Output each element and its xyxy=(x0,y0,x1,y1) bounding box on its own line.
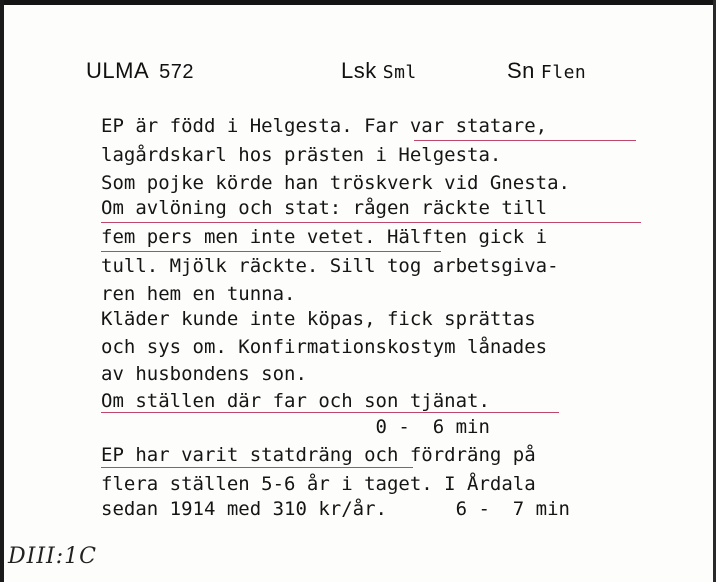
socken-field xyxy=(507,58,586,84)
red-underline xyxy=(414,140,636,141)
text-line: Om ställen där far och son tjänat. xyxy=(101,390,490,412)
landskap-value: Sml xyxy=(382,62,417,83)
archive-name: ULMA xyxy=(86,58,150,83)
text-line: tull. Mjölk räckte. Sill tog arbetsgiva- xyxy=(101,255,559,277)
text-line: EP är född i Helgesta. Far var statare, xyxy=(101,115,548,137)
text-line: ren hem en tunna. xyxy=(101,283,296,305)
landskap-field xyxy=(341,58,417,84)
text-line: av husbondens son. xyxy=(101,363,307,385)
red-underline xyxy=(101,251,441,252)
text-line: lagårdskarl hos prästen i Helgesta. xyxy=(101,144,502,166)
red-underline xyxy=(101,467,413,468)
timestamp-line: 0 - 6 min xyxy=(101,416,490,438)
archive-number: 572 xyxy=(159,61,194,83)
socken-value: Flen xyxy=(540,62,587,83)
text-line: EP har varit statdräng och fördräng på xyxy=(101,444,536,466)
red-underline xyxy=(101,222,641,223)
text-line: Som pojke körde han tröskverk vid Gnesta. xyxy=(101,172,570,194)
text-line: flera ställen 5-6 år i taget. I Årdala xyxy=(101,473,536,495)
socken-label: Sn xyxy=(507,58,535,83)
text-line: Kläder kunde inte köpas, fick sprättas xyxy=(101,308,536,330)
archive-id xyxy=(86,58,194,84)
landskap-label: Lsk xyxy=(341,58,377,83)
handwritten-reference: DIII:1C xyxy=(8,544,97,569)
red-underline xyxy=(101,412,559,413)
text-line: Om avlöning och stat: rågen räckte till xyxy=(101,197,548,219)
text-line: och sys om. Konfirmationskostym lånades xyxy=(101,336,548,358)
text-line: fem pers men inte vetet. Hälften gick i xyxy=(101,226,548,248)
text-line: sedan 1914 med 310 kr/år. 6 - 7 min xyxy=(101,498,570,520)
